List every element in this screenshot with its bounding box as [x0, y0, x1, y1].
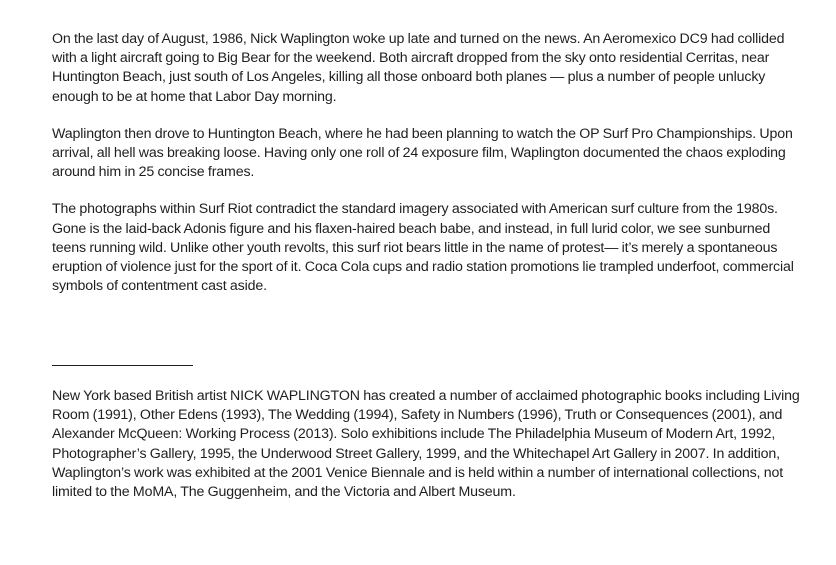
artist-bio: New York based British artist NICK WAPLINGTON has created a number of acclaimed photographic books including Living Room (1991), Other Edens (1993), The Wedding (1994), Safety in Numbers (1996), Truth or Consequences (2001), and Alexander McQueen: Working Process (2013). Solo exhibitions include The Philadelphia Museum of Modern Art, 1992, Photographer’s Gallery, 1995, the Underwood Street Gallery, 1999, and the Whitechapel Art Gallery in 2007. In addition, Waplington’s work was exhibited at the 2001 Venice Biennale and is held within a number of international collections, not limited to the MoMA, The Guggenheim, and the Victoria and Albert Museum. [52, 388, 800, 501]
article-paragraph-1: On the last day of August, 1986, Nick Waplington woke up late and turned on the news. An Aeromexico DC9 had collided with a light aircraft going to Big Bear for the weekend. Both aircraft dropped from the sky onto residential Cerritas, near Huntington Beach, just south of Los Angeles, killing all those onboard both planes — plus a number of people unlucky enough to be at home that Labor Day morning. [52, 31, 785, 105]
section-divider [52, 365, 193, 366]
article-paragraph-3: The photographs within Surf Riot contradict the standard imagery associated with American surf culture from the 1980s. Gone is the laid-back Adonis figure and his flaxen-haired beach babe, and instead, in full lurid color, we see sunburned teens running wild. Unlike other youth revolts, this surf riot bears little in the name of protest— it’s merely a spontaneous eruption of violence just for the sport of it. Coca Cola cups and radio station promotions lie trampled underfoot, commercial symbols of contentment cast aside. [52, 201, 794, 295]
article-paragraph-2: Waplington then drove to Huntington Beach, where he had been planning to watch the OP Surf Pro Championships. Upon arrival, all hell was breaking loose. Having only one roll of 24 exposure film, Waplington documented the chaos exploding around him in 25 concise frames. [52, 125, 793, 181]
article-body [52, 30, 804, 296]
